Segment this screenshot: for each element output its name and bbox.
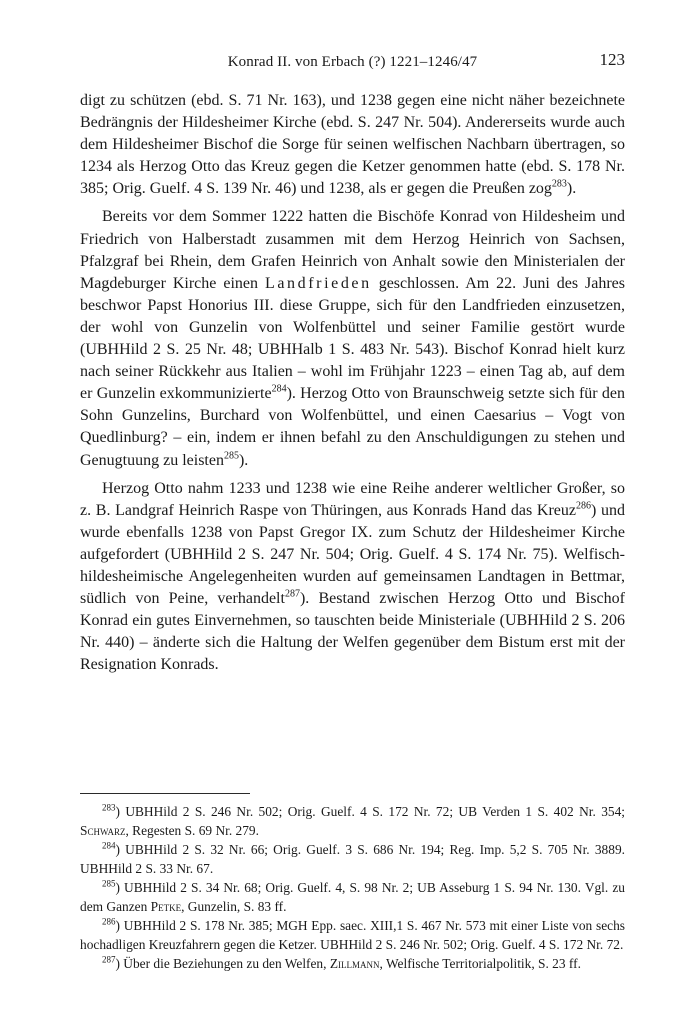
footnote-284 (80, 840, 625, 878)
footnote-number: 285 (102, 878, 116, 889)
paragraph-3-text-a: Herzog Otto nahm 1233 und 1238 wie eine Reihe anderer weltlicher Großer, so z. B. Landgraf Heinrich Raspe von Thüringen, aus Konrads Hand das Kreuz (80, 479, 625, 519)
footnote-author: Schwarz (80, 823, 126, 838)
footnote-text: , Gunzelin, S. 83 ff. (181, 899, 287, 914)
footnote-ref-287: 287 (284, 588, 300, 600)
footnote-283 (80, 802, 625, 840)
paragraph-2 (80, 206, 625, 471)
footnote-text: , Regesten S. 69 Nr. 279. (125, 823, 259, 838)
main-text (80, 90, 625, 682)
paragraph-2-text-c: ). Herzog Otto von Braunschweig setzte sich für den Sohn Gunzelins, Burchard von Wolfenbüttel, und einen Caesarius – Vogt von Quedlinburg? – ein, indem er ihnen befahl zu den Anschuldigungen zu stehen und Genugtuung zu leisten (80, 385, 625, 469)
paragraph-2-text-a: Bereits vor dem Sommer 1222 hatten die Bischöfe Konrad von Hildesheim und Friedrich von Halberstadt zusammen mit dem Herzog Heinrich von Sachsen, Pfalzgraf bei Rhein, dem Grafen Heinrich von Anhalt sowie den Ministerialen der Magdeburger Kirche einen (80, 208, 625, 292)
footnote-number: 287 (102, 954, 116, 965)
footnote-ref-284: 284 (271, 383, 287, 395)
page-number: 123 (599, 50, 625, 69)
footnote-author: Petke (150, 899, 182, 914)
footnote-separator (80, 793, 250, 794)
footnote-text: ) UBHHild 2 S. 34 Nr. 68; Orig. Guelf. 4, S. 98 Nr. 2; UB Asseburg 1 S. 94 Nr. 130. Vgl. zu dem Ganzen (80, 880, 625, 914)
paragraph-1-end: ). (566, 180, 577, 198)
paragraph-2-text-b: geschlossen. Am 22. Juni des Jahres beschwor Papst Honorius III. diese Gruppe, sich für den Landfrieden einzusetzen, der wohl von Gunzelin von Wolfenbüttel und seiner Familie gestört wurde (UBHHild 2 S. 25 Nr. 48; UBHHalb 1 S. 483 Nr. 543). Bischof Konrad hielt kurz nach seiner Rückkehr aus Italien – wohl im Frühjahr 1223 – einen Tag ab, auf dem er Gunzelin exkommunizierte (80, 274, 626, 403)
footnote-ref-285: 285 (223, 450, 239, 462)
paragraph-2-text-d: ). (238, 451, 249, 469)
paragraph-3-text-c: ). Bestand zwischen Herzog Otto und Bischof Konrad ein gutes Einvernehmen, so tauschten beide Ministeriale (UBHHild 2 S. 206 Nr. 440) – änderte sich die Haltung der Welfen gegenüber dem Bistum erst mit der Resignation Konrads. (80, 590, 625, 674)
footnote-text: , Welfische Territorialpolitik, S. 23 ff. (379, 956, 581, 971)
page-header (80, 50, 625, 76)
footnote-286 (80, 916, 625, 954)
paragraph-1-text: digt zu schützen (ebd. S. 71 Nr. 163), und 1238 gegen eine nicht näher bezeichnete Bedrängnis der Hildesheimer Kirche (ebd. S. 247 Nr. 504). Andererseits wurde auch dem Hildesheimer Bischof die Sorge für seinen welfischen Nachbarn übertragen, so 1234 als Herzog Otto das Kreuz gegen die Ketzer genommen hatte (ebd. S. 178 Nr. 385; Orig. Guelf. 4 S. 139 Nr. 46) und 1238, als er gegen die Preußen zog (80, 92, 625, 198)
footnote-text: ) UBHHild 2 S. 32 Nr. 66; Orig. Guelf. 3 S. 686 Nr. 194; Reg. Imp. 5,2 S. 705 Nr. 3889. UBHHild 2 S. 33 Nr. 67. (80, 842, 625, 876)
running-head: Konrad II. von Erbach (?) 1221–1246/47 (227, 54, 478, 70)
footnote-text: ) UBHHild 2 S. 246 Nr. 502; Orig. Guelf. 4 S. 172 Nr. 72; UB Verden 1 S. 402 Nr. 354; (115, 804, 625, 819)
footnote-number: 283 (102, 802, 116, 813)
spaced-term-landfrieden: Landfrieden (264, 274, 372, 292)
paragraph-3-text-b: ) und wurde ebenfalls 1238 von Papst Gregor IX. zum Schutz der Hildesheimer Kirche aufgefordert (UBHHild 2 S. 247 Nr. 504; Orig. Guelf. 4 S. 174 Nr. 75). Welfisch-hildesheimische Angelegenheiten wurden auf gemeinsamen Landtagen in Bettmar, südlich von Peine, verhandelt (80, 501, 626, 608)
footnote-text: ) UBHHild 2 S. 178 Nr. 385; MGH Epp. saec. XIII,1 S. 467 Nr. 573 mit einer Liste von sechs hochadligen Kreuzfahrern gegen die Ketzer. UBHHild 2 S. 246 Nr. 502; Orig. Guelf. 4 S. 172 Nr. 72. (80, 918, 625, 952)
footnote-285 (80, 878, 625, 916)
footnotes (80, 802, 625, 973)
footnote-text: ) Über die Beziehungen zu den Welfen, (115, 956, 330, 971)
footnote-ref-286: 286 (576, 500, 591, 512)
paragraph-3 (80, 478, 625, 677)
footnote-ref-283: 283 (551, 179, 567, 191)
footnote-number: 286 (102, 916, 116, 927)
footnote-287 (80, 954, 625, 973)
paragraph-1 (80, 90, 625, 200)
footnote-author: Zillmann (329, 956, 380, 971)
footnote-number: 284 (102, 840, 116, 851)
